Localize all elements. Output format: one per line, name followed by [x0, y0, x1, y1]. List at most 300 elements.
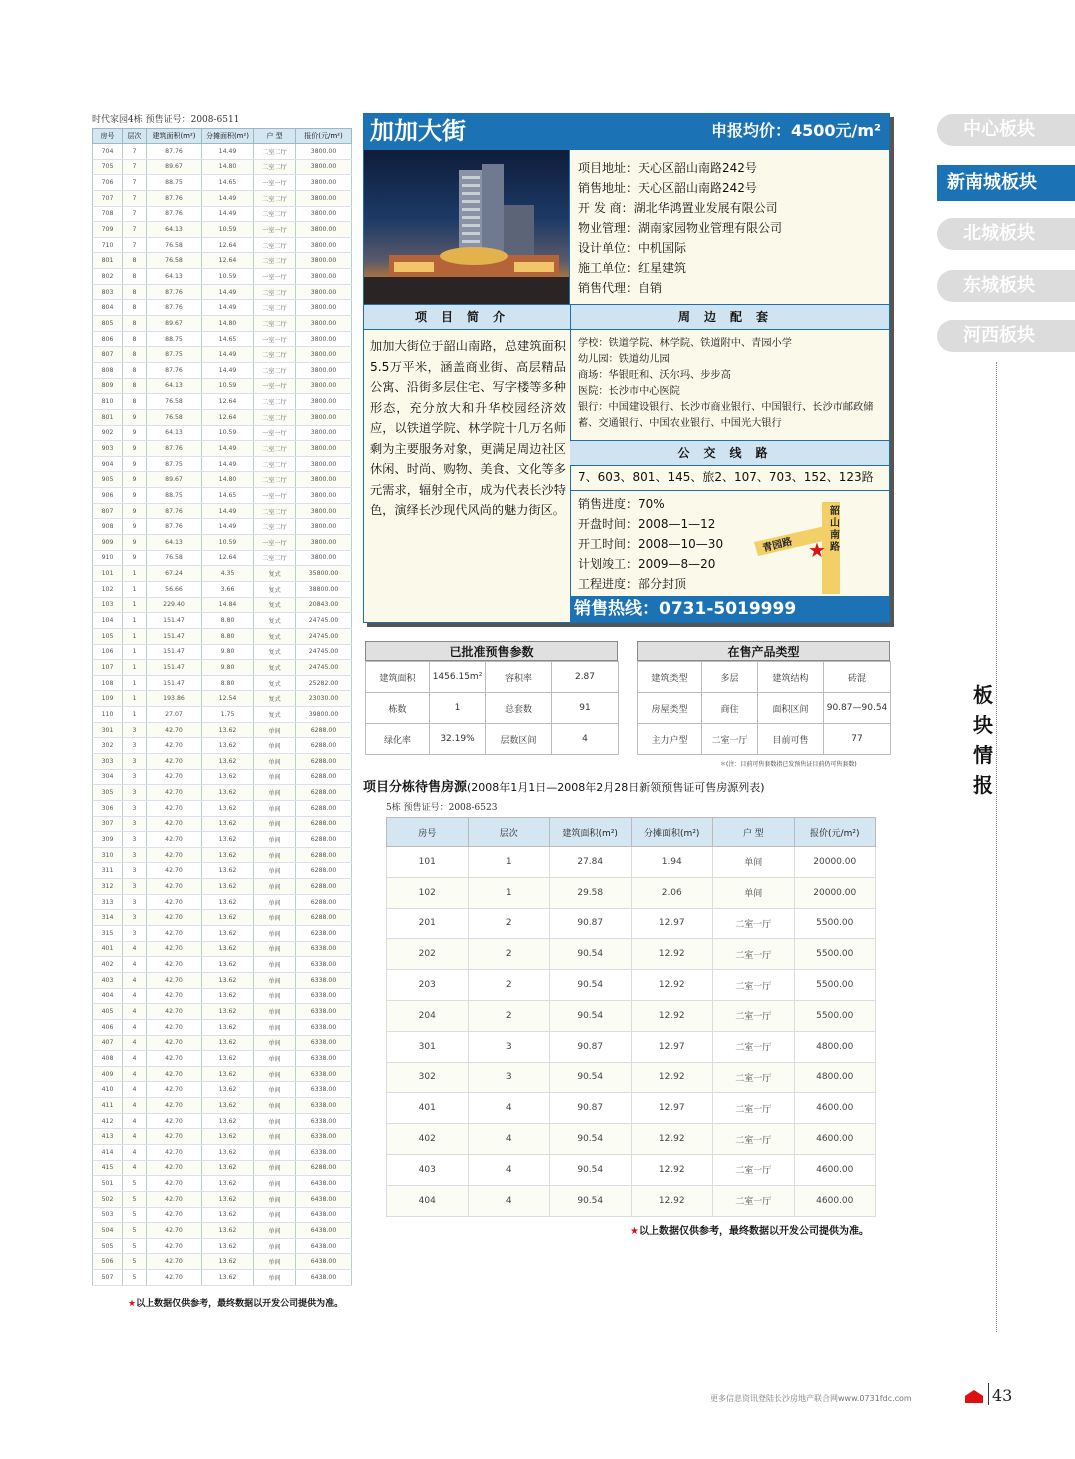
table-cell: 4	[123, 1145, 147, 1161]
table-cell: 89.67	[147, 472, 202, 488]
table-cell: 24745.00	[296, 613, 352, 629]
table-cell: 29.58	[550, 877, 632, 908]
table-cell: 42.70	[147, 879, 202, 895]
table-row	[93, 253, 352, 269]
table-cell: 202	[387, 939, 469, 970]
table-cell: 90.54	[550, 1154, 632, 1185]
table-cell: 13.62	[202, 910, 254, 926]
table-row	[387, 877, 876, 908]
table-cell: 单间	[254, 832, 296, 848]
table-cell: 13.62	[202, 1254, 254, 1270]
table-cell: 13.62	[202, 1066, 254, 1082]
table-cell: 401	[93, 941, 123, 957]
table-row	[387, 1062, 876, 1093]
table-cell: 8	[123, 362, 147, 378]
env-bank: 银行：中国建设银行、长沙市商业银行、中国银行、长沙市邮政储蓄、交通银行、中国农业银行、中国光大银行	[578, 402, 874, 429]
table-cell: 502	[93, 1191, 123, 1207]
table-row	[93, 1098, 352, 1114]
table-cell: 二室一厅	[713, 1154, 795, 1185]
table-cell: 14.49	[202, 144, 254, 160]
table-cell: 42.70	[147, 926, 202, 942]
table-cell: 90.54	[550, 970, 632, 1001]
table-row	[93, 144, 352, 160]
table-cell: 4	[123, 1004, 147, 1020]
table-cell: 1	[123, 581, 147, 597]
table-cell: 304	[93, 769, 123, 785]
table-cell: 12.64	[202, 237, 254, 253]
table-cell: 二室一厅	[713, 1031, 795, 1062]
table-row	[93, 863, 352, 879]
table-cell: 绿化率	[366, 724, 430, 755]
table-cell: 6288.00	[296, 800, 352, 816]
table-cell: 313	[93, 894, 123, 910]
table-cell: 13.62	[202, 879, 254, 895]
table-row	[93, 1051, 352, 1067]
table-cell: 12.92	[631, 1154, 713, 1185]
table-cell: 88.75	[147, 488, 202, 504]
table-cell: 42.70	[147, 816, 202, 832]
project-info-list	[578, 158, 782, 298]
table-row	[93, 800, 352, 816]
table-cell: 单间	[254, 847, 296, 863]
table-cell: 6288.00	[296, 910, 352, 926]
table-cell: 二室二厅	[254, 503, 296, 519]
table-cell: 414	[93, 1145, 123, 1161]
table-cell: 805	[93, 316, 123, 332]
table-row	[93, 1238, 352, 1254]
table-cell: 27.84	[550, 847, 632, 878]
table-cell: 151.47	[147, 644, 202, 660]
table-cell: 401	[387, 1093, 469, 1124]
table-cell: 13.62	[202, 957, 254, 973]
table-row	[93, 503, 352, 519]
section-title-sub: (2008年1月1日—2008年2月28日新领预售证可售房源列表)	[467, 781, 765, 794]
table-cell: 12.97	[631, 1031, 713, 1062]
table-cell: 20000.00	[794, 877, 876, 908]
table-cell: 90.87	[550, 1093, 632, 1124]
table-cell: 42.70	[147, 1270, 202, 1286]
table-cell: 706	[93, 175, 123, 191]
column-header: 建筑面积(m²)	[147, 129, 202, 144]
table-cell: 12.64	[202, 550, 254, 566]
table-cell: 12.92	[631, 1185, 713, 1216]
table-cell: 1	[468, 847, 550, 878]
table-cell: 单间	[713, 847, 795, 878]
table-cell: 302	[93, 738, 123, 754]
table-cell: 801	[93, 409, 123, 425]
table-cell: 4	[123, 1160, 147, 1176]
table-cell: 10.59	[202, 222, 254, 238]
table-cell: 4	[123, 1082, 147, 1098]
intro-text: 加加大街位于韶山南路，总建筑面积5.5万平米，涵盖商业街、高层精品公寓、沿街多层住宅、写字楼等多种形态，充分放大和升华校园经济效应，以铁道学院、林学院十几万名师剩为主要服务对象，更满足周边社区休闲、时尚、购物、美食、文化等多元需求，辐射全市，成为代表长沙特色，演绎长沙现代风尚的魅力街区。	[370, 339, 566, 517]
table-row	[93, 378, 352, 394]
env-list	[578, 336, 884, 432]
table-row	[93, 362, 352, 378]
table-cell: 8	[123, 269, 147, 285]
table-cell: 13.62	[202, 926, 254, 942]
column-header: 层次	[123, 129, 147, 144]
table-row	[93, 926, 352, 942]
table-cell: 42.70	[147, 1051, 202, 1067]
table-cell: 101	[93, 566, 123, 582]
table-row	[93, 957, 352, 973]
products-title: 在售产品类型	[637, 641, 890, 661]
table-cell: 905	[93, 472, 123, 488]
table-cell: 6288.00	[296, 816, 352, 832]
progress-list	[578, 494, 723, 594]
table-cell: 2.87	[552, 662, 619, 693]
table-cell: 二室二厅	[254, 253, 296, 269]
table-row	[93, 1066, 352, 1082]
table-cell: 3	[123, 863, 147, 879]
table-cell: 14.65	[202, 175, 254, 191]
table-cell: 9	[123, 550, 147, 566]
table-cell: 42.70	[147, 910, 202, 926]
table-row	[93, 472, 352, 488]
table-cell: 90.54	[550, 1000, 632, 1031]
table-cell: 20843.00	[296, 597, 352, 613]
table-cell: 87.76	[147, 190, 202, 206]
table-cell: 二室一厅	[713, 939, 795, 970]
table-row	[387, 939, 876, 970]
table-cell: 77	[824, 724, 891, 755]
table-cell: 二室二厅	[254, 190, 296, 206]
table-row	[93, 613, 352, 629]
table-cell: 804	[93, 300, 123, 316]
presale-title: 已批准预售参数	[365, 641, 618, 661]
table-cell: 二室二厅	[254, 347, 296, 363]
table-row	[93, 316, 352, 332]
vertical-char: 情	[973, 743, 993, 767]
table-cell: 4600.00	[794, 1093, 876, 1124]
table-row	[638, 724, 891, 755]
tab-2[interactable]: 新南城板块	[937, 165, 1075, 201]
table-cell: 3800.00	[296, 284, 352, 300]
table-cell: 4	[468, 1154, 550, 1185]
table-row	[387, 1124, 876, 1155]
table-cell: 10.59	[202, 378, 254, 394]
table-row	[366, 724, 619, 755]
table-cell: 单间	[254, 1129, 296, 1145]
table-row	[93, 1004, 352, 1020]
table-cell: 单间	[713, 877, 795, 908]
table-cell: 705	[93, 159, 123, 175]
table-row	[93, 1207, 352, 1223]
table-cell: 910	[93, 550, 123, 566]
table-cell: 13.62	[202, 785, 254, 801]
table-cell: 单间	[254, 879, 296, 895]
products-table	[637, 661, 891, 755]
table-cell: 6288.00	[296, 738, 352, 754]
project-header	[364, 114, 889, 150]
table-cell: 1	[123, 707, 147, 723]
table-cell: 3	[123, 769, 147, 785]
table-cell: 单间	[254, 1191, 296, 1207]
table-row	[93, 519, 352, 535]
table-cell: 42.70	[147, 738, 202, 754]
table-cell: 507	[93, 1270, 123, 1286]
table-cell: 2	[468, 970, 550, 1001]
table-cell: 单间	[254, 738, 296, 754]
table-cell: 42.70	[147, 1019, 202, 1035]
table-cell: 3800.00	[296, 347, 352, 363]
table-cell: 42.70	[147, 1066, 202, 1082]
table-row	[638, 693, 891, 724]
table-cell: 单间	[254, 1223, 296, 1239]
table-cell: 3800.00	[296, 488, 352, 504]
table-cell: 13.62	[202, 738, 254, 754]
table-cell: 单间	[254, 957, 296, 973]
table-cell: 23030.00	[296, 691, 352, 707]
table-cell: 14.49	[202, 300, 254, 316]
table-cell: 8	[123, 316, 147, 332]
table-cell: 6438.00	[296, 1254, 352, 1270]
table-cell: 42.70	[147, 1238, 202, 1254]
table-cell: 5	[123, 1176, 147, 1192]
table-cell: 42.70	[147, 1176, 202, 1192]
table-cell: 复式	[254, 707, 296, 723]
table-cell: 二室二厅	[254, 237, 296, 253]
table-cell: 4800.00	[794, 1062, 876, 1093]
table-cell: 13.62	[202, 1223, 254, 1239]
table-cell: 704	[93, 144, 123, 160]
table-cell: 9	[123, 456, 147, 472]
table-cell: 13.62	[202, 1035, 254, 1051]
table-cell: 201	[387, 908, 469, 939]
table-cell: 3800.00	[296, 550, 352, 566]
table-cell: 二室二厅	[254, 144, 296, 160]
table-cell: 87.76	[147, 441, 202, 457]
sales-progress: 销售进度：70%	[578, 497, 665, 511]
table-row	[93, 190, 352, 206]
table-cell: 13.62	[202, 894, 254, 910]
products-note: ＊(注：目前可售套数指已发预售证目前仍可售套数)	[720, 761, 857, 768]
building-illustration	[364, 150, 570, 304]
tab-4[interactable]: 东城板块	[937, 270, 1075, 302]
table-cell: 8	[123, 253, 147, 269]
table-cell: 建筑类型	[638, 662, 702, 693]
table-cell: 6288.00	[296, 832, 352, 848]
table-cell: 1	[123, 644, 147, 660]
table-cell: 6288.00	[296, 863, 352, 879]
column-header: 房号	[93, 129, 123, 144]
table-cell: 107	[93, 660, 123, 676]
table-cell: 415	[93, 1160, 123, 1176]
table-cell: 809	[93, 378, 123, 394]
table-cell: 单间	[254, 926, 296, 942]
table-cell: 407	[93, 1035, 123, 1051]
table-cell: 5500.00	[794, 908, 876, 939]
table-cell: 13.62	[202, 1145, 254, 1161]
table-cell: 410	[93, 1082, 123, 1098]
table-cell: 42.70	[147, 1035, 202, 1051]
table-row	[93, 1129, 352, 1145]
table-row	[93, 894, 352, 910]
table-row	[93, 628, 352, 644]
table-cell: 76.58	[147, 253, 202, 269]
table-cell: 3	[123, 753, 147, 769]
table-cell: 6338.00	[296, 1019, 352, 1035]
table-cell: 42.70	[147, 1223, 202, 1239]
table-cell: 151.47	[147, 675, 202, 691]
table-cell: 810	[93, 394, 123, 410]
table-cell: 13.62	[202, 1004, 254, 1020]
table-cell: 1	[123, 675, 147, 691]
table-cell: 3800.00	[296, 425, 352, 441]
table-cell: 42.70	[147, 1098, 202, 1114]
table-row	[93, 1019, 352, 1035]
table-cell: 14.49	[202, 206, 254, 222]
table-cell: 二室二厅	[254, 519, 296, 535]
table-row	[387, 1185, 876, 1216]
table-cell: 90.54	[550, 1185, 632, 1216]
table-cell: 5	[123, 1207, 147, 1223]
tab-1[interactable]: 中心板块	[937, 114, 1075, 146]
table-cell: 13.62	[202, 1098, 254, 1114]
table-row	[93, 394, 352, 410]
table-cell: 1	[430, 693, 486, 724]
table-cell: 二室一厅	[713, 1062, 795, 1093]
table-cell: 4	[123, 1098, 147, 1114]
table-row	[93, 456, 352, 472]
table-row	[93, 1270, 352, 1286]
table-cell: 2.06	[631, 877, 713, 908]
table-cell: 151.47	[147, 613, 202, 629]
table-cell: 14.49	[202, 284, 254, 300]
table-cell: 单间	[254, 1066, 296, 1082]
table-cell: 一室一厅	[254, 535, 296, 551]
table-cell: 314	[93, 910, 123, 926]
table-cell: 35800.00	[296, 566, 352, 582]
table-cell: 8	[123, 347, 147, 363]
table-cell: 3	[123, 800, 147, 816]
table-cell: 3800.00	[296, 535, 352, 551]
house-logo-icon	[965, 1390, 983, 1403]
table-cell: 14.49	[202, 190, 254, 206]
table-row	[93, 237, 352, 253]
table-cell: 801	[93, 253, 123, 269]
table-cell: 89.67	[147, 316, 202, 332]
table-cell: 3	[123, 816, 147, 832]
info-property-mgmt: 物业管理：湖南家园物业管理有限公司	[578, 221, 783, 235]
table-cell: 6338.00	[296, 1145, 352, 1161]
table-cell: 14.49	[202, 519, 254, 535]
table-cell: 87.76	[147, 284, 202, 300]
bus-routes: 7、603、801、145、旅2、107、703、152、123路	[578, 470, 874, 484]
map-road-qingyuan: 青园路	[761, 536, 794, 555]
table-cell: 3	[468, 1031, 550, 1062]
table-cell: 504	[93, 1223, 123, 1239]
table-cell: 13.62	[202, 753, 254, 769]
table-cell: 6438.00	[296, 1191, 352, 1207]
table-cell: 复式	[254, 566, 296, 582]
table-cell: 301	[93, 722, 123, 738]
table-cell: 42.70	[147, 894, 202, 910]
table-cell: 6338.00	[296, 988, 352, 1004]
table-cell: 3800.00	[296, 269, 352, 285]
table-cell: 42.70	[147, 1191, 202, 1207]
table-cell: 64.13	[147, 378, 202, 394]
table-cell: 4	[552, 724, 619, 755]
table-cell: 6338.00	[296, 1098, 352, 1114]
table-cell: 二室一厅	[713, 1185, 795, 1216]
table-cell: 3800.00	[296, 503, 352, 519]
table-cell: 102	[387, 877, 469, 908]
table-cell: 4	[468, 1124, 550, 1155]
table-cell: 87.76	[147, 503, 202, 519]
tab-5[interactable]: 河西板块	[937, 320, 1075, 352]
info-construction: 施工单位：红星建筑	[578, 261, 687, 275]
table-cell: 1.94	[631, 847, 713, 878]
table-cell: 二室一厅	[713, 970, 795, 1001]
table-cell: 302	[387, 1062, 469, 1093]
table-cell: 单间	[254, 1113, 296, 1129]
table-cell: 707	[93, 190, 123, 206]
table-cell: 807	[93, 347, 123, 363]
table-cell: 5	[123, 1223, 147, 1239]
table-cell: 4	[123, 1019, 147, 1035]
tab-3[interactable]: 北城板块	[937, 218, 1075, 250]
table-cell: 房屋类型	[638, 693, 702, 724]
table-cell: 87.76	[147, 519, 202, 535]
table-cell: 1	[468, 877, 550, 908]
table-cell: 76.58	[147, 394, 202, 410]
table-row	[93, 832, 352, 848]
column-header: 分摊面积(m²)	[631, 818, 713, 847]
table-cell: 42.70	[147, 863, 202, 879]
table-cell: 复式	[254, 628, 296, 644]
table-cell: 413	[93, 1129, 123, 1145]
table-cell: 108	[93, 675, 123, 691]
table-cell: 90.54	[550, 1124, 632, 1155]
table-cell: 3	[123, 738, 147, 754]
vertical-char: 块	[973, 713, 993, 737]
table-row	[93, 159, 352, 175]
table-row	[93, 941, 352, 957]
table-cell: 42.70	[147, 957, 202, 973]
table-cell: 一室一厅	[254, 378, 296, 394]
table-cell: 12.92	[631, 1124, 713, 1155]
column-header: 分摊面积(m²)	[202, 129, 254, 144]
table-cell: 4	[123, 1051, 147, 1067]
table-cell: 806	[93, 331, 123, 347]
table-row	[93, 581, 352, 597]
table-cell: 13.62	[202, 988, 254, 1004]
table-cell: 90.87—90.54	[824, 693, 891, 724]
env-header: 周边配套	[570, 304, 889, 330]
table-row	[93, 769, 352, 785]
table-cell: 3800.00	[296, 362, 352, 378]
table-cell: 13.62	[202, 847, 254, 863]
table-cell: 4600.00	[794, 1154, 876, 1185]
table-cell: 单间	[254, 894, 296, 910]
table-row	[93, 597, 352, 613]
table-cell: 单间	[254, 800, 296, 816]
table-cell: 13.62	[202, 1113, 254, 1129]
table-cell: 42.70	[147, 832, 202, 848]
table-cell: 6438.00	[296, 1238, 352, 1254]
table-cell: 42.70	[147, 722, 202, 738]
table-cell: 14.49	[202, 347, 254, 363]
table-cell: 102	[93, 581, 123, 597]
table-cell: 151.47	[147, 628, 202, 644]
table-cell: 12.64	[202, 394, 254, 410]
table-cell: 76.58	[147, 550, 202, 566]
table-cell: 42.70	[147, 988, 202, 1004]
table-cell: 3	[123, 894, 147, 910]
table-cell: 24745.00	[296, 644, 352, 660]
table-cell: 908	[93, 519, 123, 535]
